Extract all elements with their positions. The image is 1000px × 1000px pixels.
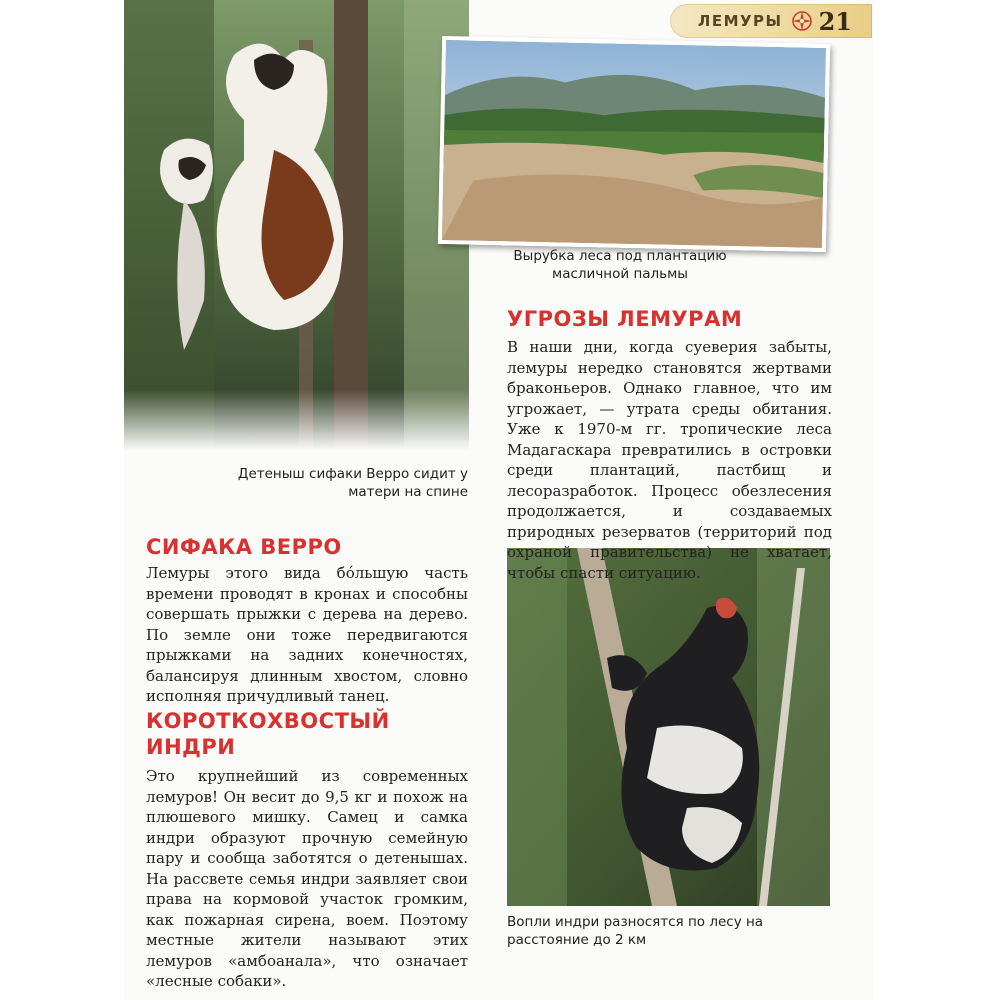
indri-caption: Вопли индри разносятся по лесу на расстояние до 2 км bbox=[507, 914, 764, 948]
compass-emblem-icon bbox=[791, 10, 813, 32]
forest-caption: Вырубка леса под плантацию масличной пальмы bbox=[513, 248, 727, 282]
indri-photo bbox=[507, 548, 830, 906]
sifaka-heading: СИФАКА ВЕРРО bbox=[146, 535, 342, 559]
sifaka-photo bbox=[124, 0, 469, 450]
sifaka-caption: Детеныш сифаки Верро сидит у матери на спине bbox=[237, 466, 468, 500]
page-number: 21 bbox=[818, 6, 852, 36]
deforestation-photo bbox=[438, 36, 830, 252]
threats-text: В наши дни, когда суеверия забыты, лемуры нередко становятся жертвами браконьеров. Однако главное, что им угрожает, — утрата среды обитания. Уже к 1970-м гг. тропические леса Мадагаскара превратились в островки среди плантаций, пастбищ и лесоразработок. Процесс обезлесения продолжается, и создаваемых природных резерватов (территорий под охраной правительства) не хватает, чтобы спасти ситуацию. bbox=[507, 338, 832, 582]
threats-heading: УГРОЗЫ ЛЕМУРАМ bbox=[507, 307, 743, 331]
running-header bbox=[670, 4, 872, 38]
indri-heading: КОРОТКОХВОСТЫЙ ИНДРИ bbox=[146, 709, 390, 759]
indri-text: Это крупнейший из современных лемуров! Он весит до 9,5 кг и похож на плюшевого мишку. Самец и самка индри образуют прочную семейную пару и сообща заботятся о детенышах. На рассвете семья индри заявляет свои права на кормовой участок громким, как пожарная сирена, воем. Поэтому местные жители называют этих лемуров «амбоанала», что означает «лесные собаки». bbox=[146, 767, 468, 990]
chapter-title: ЛЕМУРЫ bbox=[697, 12, 783, 30]
sifaka-text: Лемуры этого вида бóльшую часть времени проводят в кронах и способны совершать прыжки с дерева на дерево. По земле они тоже передвигаются прыжками на задних конечностях, балансируя длинным хвостом, словно исполняя причудливый танец. bbox=[146, 564, 468, 705]
